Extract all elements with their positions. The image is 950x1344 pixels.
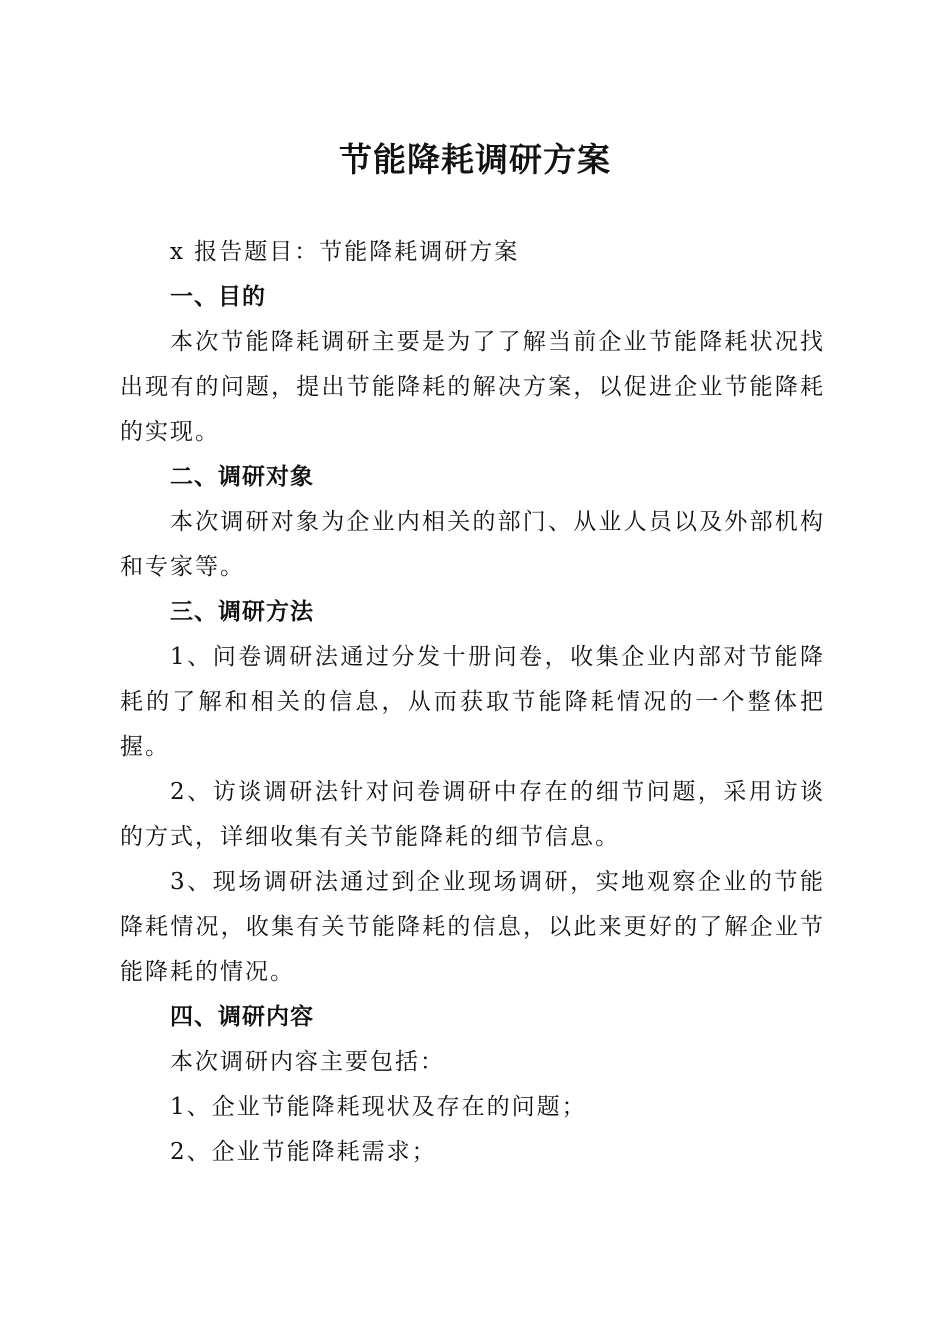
purpose-paragraph: 本次节能降耗调研主要是为了了解当前企业节能降耗状况找出现有的问题，提出节能降耗的解决方案，以促进企业节能降耗的实现。 — [120, 329, 825, 445]
content-item-needs: 2、企业节能降耗需求； — [170, 1139, 437, 1165]
content-item-status: 1、企业节能降耗现状及存在的问题； — [170, 1094, 587, 1120]
section-heading-methods: 三、调研方法 — [170, 599, 314, 625]
method-item-interview: 2、访谈调研法针对问卷调研中存在的细节问题，采用访谈的方式，详细收集有关节能降耗的细节信息。 — [120, 779, 825, 850]
subjects-paragraph: 本次调研对象为企业内相关的部门、从业人员以及外部机构和专家等。 — [120, 509, 825, 580]
method-item-onsite: 3、现场调研法通过到企业现场调研，实地观察企业的节能降耗情况，收集有关节能降耗的信息，以此来更好的了解企业节能降耗的情况。 — [120, 869, 825, 985]
document-title: 节能降耗调研方案 — [339, 140, 611, 179]
section-heading-subjects: 二、调研对象 — [170, 464, 314, 490]
report-title-line: x 报告题目：节能降耗调研方案 — [170, 239, 520, 265]
section-heading-purpose: 一、目的 — [170, 284, 266, 310]
content-intro: 本次调研内容主要包括： — [170, 1049, 445, 1075]
document-body — [120, 230, 825, 1175]
method-item-questionnaire: 1、问卷调研法通过分发十册问卷，收集企业内部对节能降耗的了解和相关的信息，从而获取节能降耗情况的一个整体把握。 — [120, 644, 825, 760]
section-heading-content: 四、调研内容 — [170, 1004, 314, 1030]
